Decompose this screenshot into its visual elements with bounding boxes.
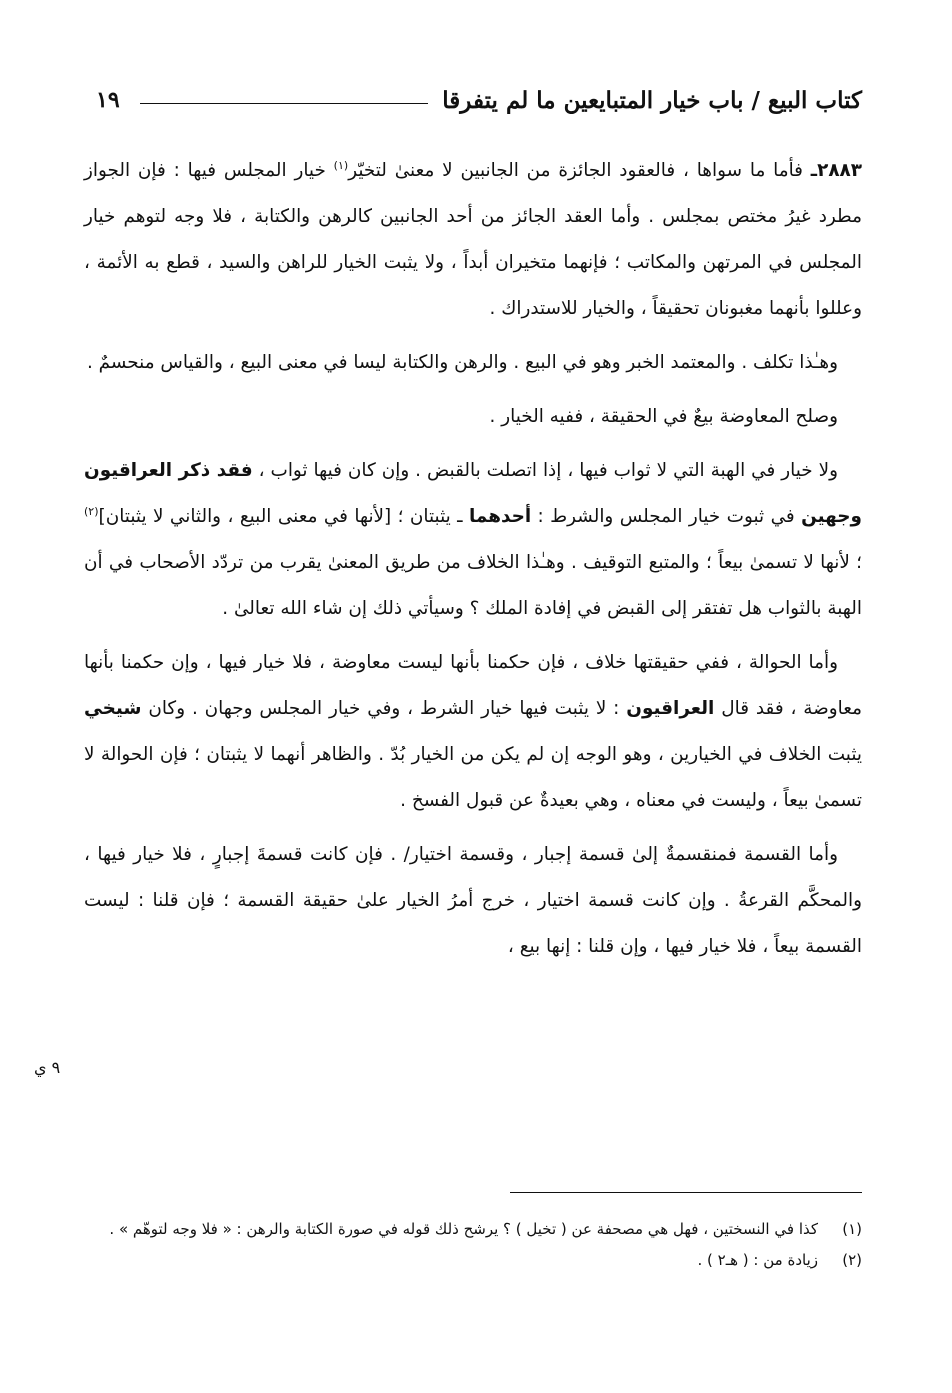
- paragraph-2883: [84, 148, 862, 332]
- header-rule: [140, 103, 429, 104]
- paragraph-sulh: وصلح المعاوضة بيعٌ في الحقيقة ، ففيه الخيار .: [489, 406, 838, 427]
- footnote-marker: (٢): [842, 1251, 862, 1269]
- footnote-ref-2: (٢): [84, 504, 99, 518]
- main-text: [84, 148, 862, 978]
- bold-phrase: أحدهما: [468, 506, 532, 527]
- paragraph-text: خيار المجلس فيها : فإن الجواز مطرد غيرُ مختص بمجلس . وأما العقد الجائز من أحد الجانبين كالرهن والكتابة ، فلا وجه لتوهم خيار المجلس في المرتهن والمكاتب ؛ فإنهما متخيران أبداً ، ولا يثبت الخيار للراهن والسيد ، قطع به الأئمة ، وعللوا بأنهما مغبونان تحقيقاً ، والخيار للاستدراك .: [84, 160, 862, 319]
- paragraph-qisma: وأما القسمة فمنقسمةٌ إلىٰ قسمة إجبار ، وقسمة اختيار/ . فإن كانت قسمةَ إجبارٍ ، فلا خيار فيها ، والمحكَّم القرعةُ . وإن كانت قسمة اختيار ، خرج أمرُ الخيار علىٰ حقيقة القسمة ؛ فإن قلنا : ليست القسمة بيعاً ، فلا خيار فيها ، وإن قلنا : إنها بيع ،: [84, 844, 862, 957]
- bold-phrase: شيخي: [84, 698, 142, 719]
- chapter-title: كتاب البيع / باب خيار المتبايعين ما لم يتفرقا: [442, 86, 862, 114]
- footnote-text: زيادة من : ( هـ٢ ) .: [697, 1251, 818, 1269]
- paragraph-text: فأما ما سواها ، فالعقود الجائزة من الجانبين لا معنىٰ لتخيّر: [348, 160, 811, 181]
- paragraph-hiba: [84, 448, 862, 632]
- page-number: ١٩: [96, 87, 120, 113]
- bold-phrase: العراقيون: [626, 698, 715, 719]
- paragraph-text: يثبت الخلاف في الخيارين ، وهو الوجه إن لم يكن من الخيار بُدّ . والظاهر أنهما لا يثبتان ؛ فإن الحوالة لا تسمىٰ بيعاً ، وليست في معناه ، وهي بعيدةٌ عن قبول الفسخ .: [84, 744, 862, 811]
- footnotes: [84, 1216, 862, 1278]
- paragraph-hawala: [84, 640, 862, 824]
- paragraph-text: ـ يثبتان ؛ [لأنها في معنى البيع ، والثاني لا يثبتان]: [98, 506, 469, 527]
- footnote-ref-1: (١): [333, 158, 349, 172]
- running-header: [96, 78, 862, 122]
- bold-phrase: فقد ذكر العراقيون وجهين: [84, 460, 862, 527]
- paragraph-takalluf: وهـٰذا تكلف . والمعتمد الخبر وهو في البيع . والرهن والكتابة ليسا في معنى البيع ، والقياس منحسمٌ .: [86, 352, 838, 373]
- paragraph-text: : لا يثبت فيها خيار الشرط ، وفي خيار المجلس وجهان . وكان: [141, 698, 627, 719]
- footnote-2: [84, 1247, 862, 1274]
- footnote-text: كذا في النسختين ، فهل هي مصحفة عن ( تخيل ) ؟ يرشح ذلك قوله في صورة الكتابة والرهن : « فلا وجه لتوهّم » .: [109, 1220, 818, 1238]
- paragraph-text: ؛ لأنها لا تسمىٰ بيعاً ؛ والمتبع التوقيف . وهـٰذا الخلاف من طريق المعنىٰ يقرب من تردّد الأصحاب في أن الهبة بالثواب هل تفتقر إلى القبض في إفادة الملك ؟ وسيأتي ذلك إن شاء الله تعالىٰ .: [84, 552, 862, 619]
- footnote-rule: [510, 1192, 862, 1193]
- footnote-marker: (١): [842, 1220, 862, 1238]
- footnote-1: [84, 1216, 862, 1243]
- paragraph-text: وأما الحوالة ، ففي حقيقتها خلاف ، فإن حكمنا بأنها ليست معاوضة ، فلا خيار فيها ، وإن حكمنا بأنها معاوضة ، فقد قال: [84, 652, 862, 719]
- paragraph-text: ولا خيار في الهبة التي لا ثواب فيها ، إذا اتصلت بالقبض . وإن كان فيها ثواب ،: [252, 460, 839, 481]
- issue-number: ٢٨٨٣ـ: [810, 160, 862, 181]
- margin-folio-note: ٩ ي: [34, 1058, 61, 1077]
- paragraph-text: في ثبوت خيار المجلس والشرط :: [531, 506, 802, 527]
